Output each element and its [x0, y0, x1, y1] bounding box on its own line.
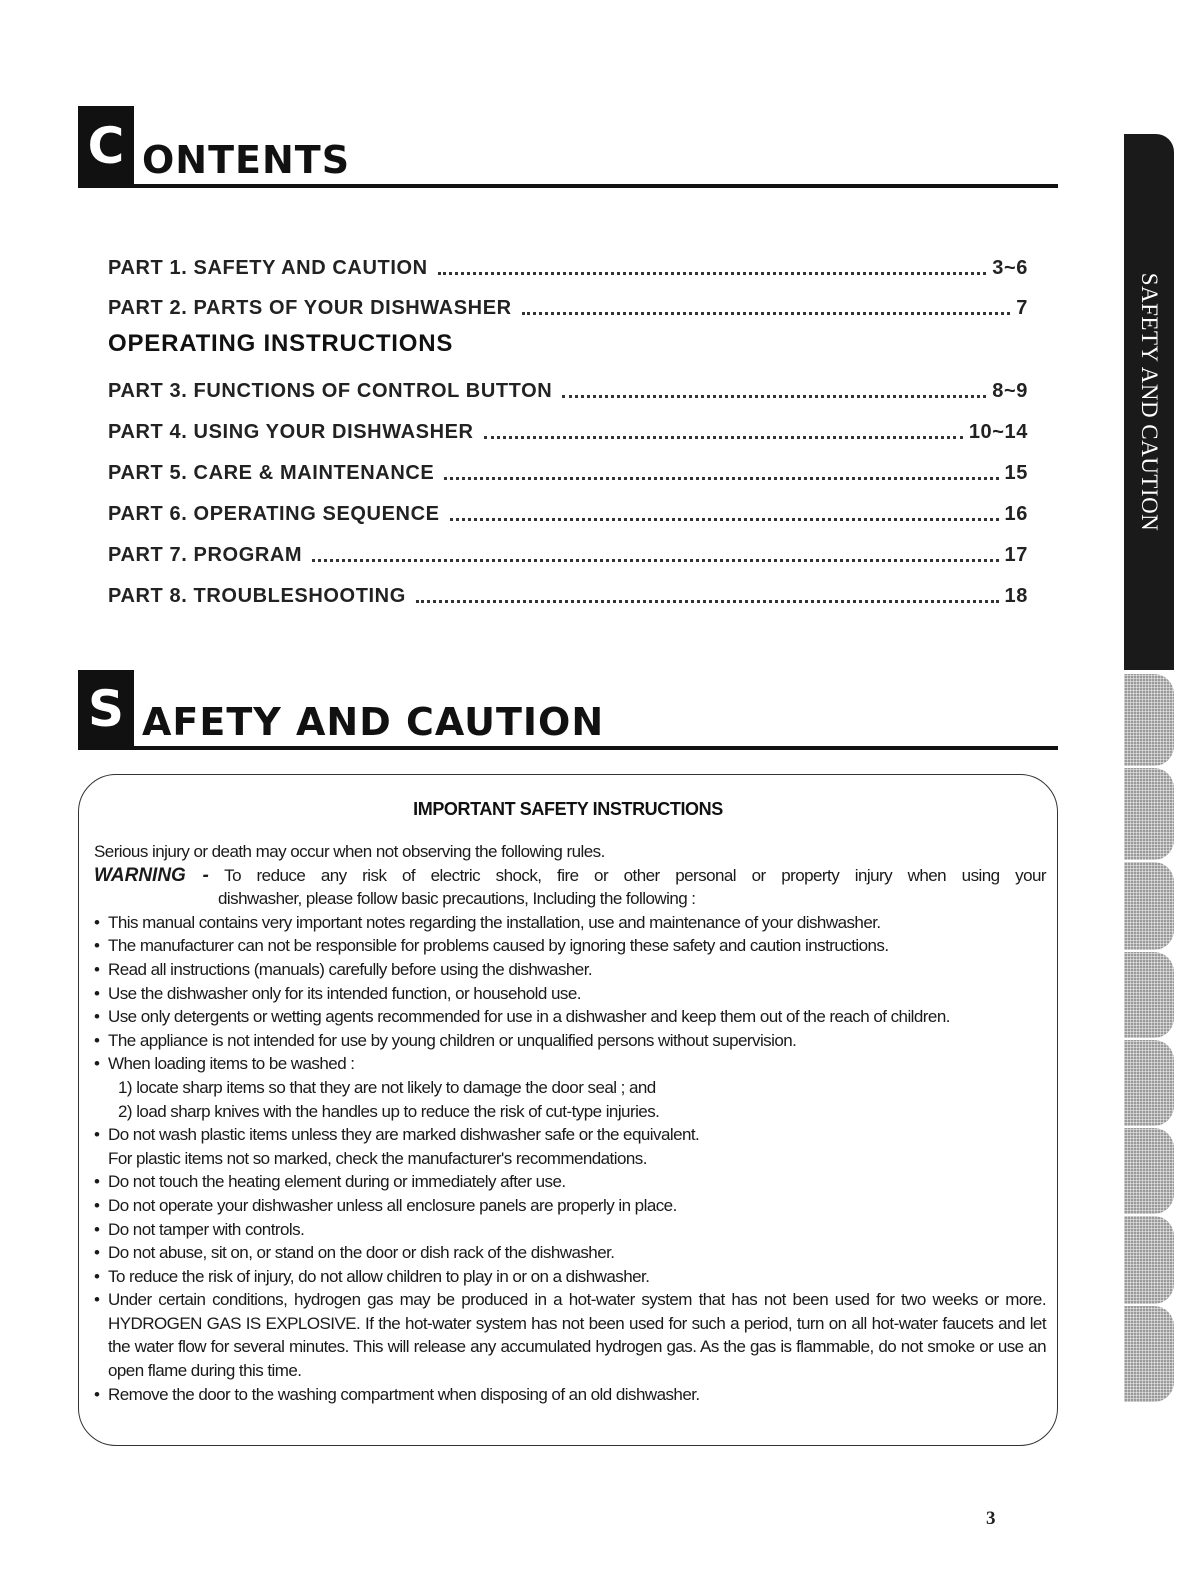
loading-step: 2) load sharp knives with the handles up to reduce the risk of cut-type injuries.	[118, 1101, 660, 1121]
side-tab-segment[interactable]	[1124, 1306, 1174, 1402]
toc-leader-dots	[522, 312, 1011, 315]
toc-item-page: 18	[1004, 585, 1028, 607]
warning-label: WARNING -	[94, 864, 209, 886]
safety-bullet: • This manual contains very important notes regarding the installation, use and maintenance of your dishwasher.	[94, 911, 1046, 935]
toc-item-title: PART 1. SAFETY AND CAUTION	[108, 257, 428, 279]
safety-bullet: • Under certain conditions, hydrogen gas may be produced in a hot-water system that has not been used for two weeks or more. HYDROGEN GAS IS EXPLOSIVE. If the hot-water system has not been used for such a period, turn on all hot-water faucets and let the water flow for several minutes. This will release any accumulated hydrogen gas. As the gas is flammable, do not smoke or use an open flame during this time.	[94, 1288, 1046, 1382]
safety-bullet: • The appliance is not intended for use by young children or unqualified persons without supervision.	[94, 1029, 1046, 1053]
toc-item-page: 17	[1004, 544, 1028, 566]
side-tab-segment[interactable]	[1124, 1040, 1174, 1126]
side-tab-segment[interactable]	[1124, 952, 1174, 1038]
safety-bullet: • Do not touch the heating element during or immediately after use.	[94, 1170, 1046, 1194]
toc-item-part6[interactable]	[108, 496, 1028, 526]
side-tab-label: SAFETY AND CAUTION	[1137, 272, 1162, 532]
toc-leader-dots	[416, 600, 999, 603]
side-tab-segment[interactable]	[1124, 1128, 1174, 1214]
toc-leader-dots	[438, 272, 987, 275]
safety-box-title: IMPORTANT SAFETY INSTRUCTIONS	[413, 799, 723, 819]
safety-instructions-text	[94, 840, 1046, 1406]
warning-line	[94, 864, 1046, 888]
safety-heading-text: AFETY AND CAUTION	[142, 700, 605, 744]
toc-item-title: PART 6. OPERATING SEQUENCE	[108, 503, 440, 525]
toc-leader-dots	[444, 477, 998, 480]
toc-leader-dots	[484, 436, 963, 439]
safety-heading-initial: S	[78, 670, 134, 746]
toc-item-title: PART 3. FUNCTIONS OF CONTROL BUTTON	[108, 380, 553, 402]
toc-item-part4[interactable]	[108, 414, 1028, 444]
safety-bullet: • Use only detergents or wetting agents recommended for use in a dishwasher and keep them out of the reach of children.	[94, 1005, 1046, 1029]
toc-subheading: OPERATING INSTRUCTIONS	[108, 330, 454, 357]
toc-item-title: PART 2. PARTS OF YOUR DISHWASHER	[108, 297, 512, 319]
toc-item-title: PART 5. CARE & MAINTENANCE	[108, 462, 435, 484]
toc-leader-dots	[562, 395, 986, 398]
loading-step: 1) locate sharp items so that they are not likely to damage the door seal ; and	[118, 1077, 656, 1097]
page-number: 3	[986, 1508, 996, 1529]
toc-item-part2[interactable]	[108, 290, 1028, 320]
safety-bullet: • To reduce the risk of injury, do not allow children to play in or on a dishwasher.	[94, 1265, 1046, 1289]
toc-item-part7[interactable]	[108, 537, 1028, 567]
toc-item-page: 16	[1004, 503, 1028, 525]
safety-bullet: • Do not tamper with controls.	[94, 1218, 1046, 1242]
toc-leader-dots	[450, 518, 999, 521]
toc-item-part5[interactable]	[108, 455, 1028, 485]
warning-continuation: dishwasher, please follow basic precautions, Including the following :	[218, 889, 696, 909]
toc-item-page: 10~14	[968, 421, 1028, 443]
safety-intro: Serious injury or death may occur when not observing the following rules.	[94, 842, 605, 861]
safety-bullet: • Do not operate your dishwasher unless all enclosure panels are properly in place.	[94, 1194, 1046, 1218]
toc-item-title: PART 4. USING YOUR DISHWASHER	[108, 421, 474, 443]
safety-bullet: • When loading items to be washed :	[94, 1052, 1046, 1076]
warning-text: To reduce any risk of electric shock, fire or other personal or property injury when using your	[224, 865, 1047, 885]
toc-item-page: 7	[1016, 297, 1028, 319]
safety-bullet: • Do not wash plastic items unless they are marked dishwasher safe or the equivalent.	[94, 1123, 1046, 1147]
safety-bullet: • The manufacturer can not be responsible for problems caused by ignoring these safety and caution instructions.	[94, 934, 1046, 958]
toc-item-title: PART 8. TROUBLESHOOTING	[108, 585, 406, 607]
safety-heading	[78, 672, 1058, 750]
toc-item-page: 8~9	[992, 380, 1028, 402]
toc-item-part3[interactable]	[108, 373, 1028, 403]
side-tab-segment[interactable]	[1124, 1216, 1174, 1304]
safety-bullet: • Read all instructions (manuals) carefully before using the dishwasher.	[94, 958, 1046, 982]
safety-bullet: • Remove the door to the washing compartment when disposing of an old dishwasher.	[94, 1383, 1046, 1407]
toc-leader-dots	[312, 559, 998, 562]
safety-bullet: • Do not abuse, sit on, or stand on the door or dish rack of the dishwasher.	[94, 1241, 1046, 1265]
side-tab-segment[interactable]	[1124, 862, 1174, 950]
side-tab-safety-and-caution[interactable]	[1124, 134, 1174, 670]
contents-heading-text: ONTENTS	[142, 138, 351, 182]
toc-item-part8[interactable]	[108, 578, 1028, 608]
contents-heading-initial: C	[78, 106, 134, 184]
safety-bullet: • Use the dishwasher only for its intended function, or household use.	[94, 982, 1046, 1006]
toc-item-page: 15	[1004, 462, 1028, 484]
toc-item-part1[interactable]	[108, 250, 1028, 280]
toc-item-title: PART 7. PROGRAM	[108, 544, 303, 566]
toc-item-page: 3~6	[992, 257, 1028, 279]
plastic-note: For plastic items not so marked, check the manufacturer's recommendations.	[108, 1148, 647, 1168]
side-tab-segment[interactable]	[1124, 674, 1174, 766]
contents-heading	[78, 108, 1058, 188]
